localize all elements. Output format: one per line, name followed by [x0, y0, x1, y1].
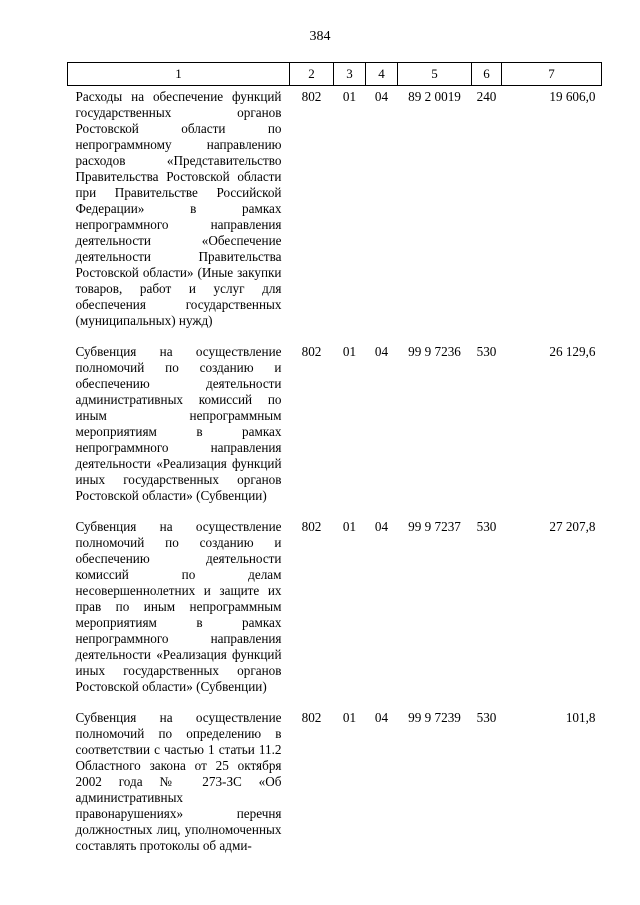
subsection-code: 04	[374, 344, 389, 359]
amount: 27 207,8	[549, 519, 596, 534]
amount: 19 606,0	[549, 89, 596, 104]
section-code: 01	[342, 519, 357, 534]
section-code: 01	[342, 710, 357, 725]
budget-table	[67, 62, 602, 866]
column-number-row	[68, 63, 602, 86]
expense-name: Субвенция на осуществление полномочий по созданию и обеспечению деятельности административных комиссий по иным непрограммным мероприятиям в рамках непрограммного направления деятельности «Реализация функций иных государственных органов Ростовской области» (Субвенции)	[75, 344, 282, 503]
section-code: 01	[342, 344, 357, 359]
subsection-code: 04	[374, 710, 389, 725]
amount: 101,8	[565, 710, 596, 725]
expense-type-code: 240	[476, 89, 497, 104]
expense-name: Расходы на обеспечение функций государственных органов Ростовской области по непрограммному направлению расходов «Представительство Правительства Ростовской области при Правительстве Российской Федерации» в рамках непрограммного направления деятельности «Обеспечение деятельности Правительства Ростовской области» (Иные закупки товаров, работ и услуг для обеспечения государственных (муниципальных) нужд)	[75, 89, 282, 328]
page-number: 384	[309, 29, 331, 44]
ministry-code: 802	[301, 344, 322, 359]
target-article-code: 99 9 7236	[408, 344, 461, 359]
ministry-code: 802	[301, 519, 322, 534]
amount: 26 129,6	[549, 344, 596, 359]
column-header-6: 6	[472, 63, 502, 86]
expense-name: Субвенция на осуществление полномочий по созданию и обеспечению деятельности комиссий по делам несовершеннолетних и защите их прав по иным непрограммным мероприятиям в рамках непрограммного направления деятельности «Реализация функций иных государственных органов Ростовской области» (Субвенции)	[75, 519, 282, 694]
column-header-3: 3	[334, 63, 366, 86]
table-row	[68, 707, 602, 866]
subsection-code: 04	[374, 519, 389, 534]
target-article-code: 99 9 7237	[408, 519, 461, 534]
expense-type-code: 530	[476, 344, 497, 359]
target-article-code: 99 9 7239	[408, 710, 461, 725]
column-header-7: 7	[502, 63, 602, 86]
table-row	[68, 341, 602, 516]
column-header-4: 4	[366, 63, 398, 86]
expense-name: Субвенция на осуществление полномочий по определению в соответствии с частью 1 статьи 11.2 Областного закона от 25 октября 2002 года № 273-ЗС «Об административных правонарушениях» перечня должностных лиц, уполномоченных составлять протоколы об адми-	[75, 710, 282, 853]
subsection-code: 04	[374, 89, 389, 104]
column-header-5: 5	[398, 63, 472, 86]
target-article-code: 89 2 0019	[408, 89, 461, 104]
table-row	[68, 516, 602, 707]
expense-type-code: 530	[476, 519, 497, 534]
table-row	[68, 86, 602, 342]
column-header-1: 1	[68, 63, 290, 86]
ministry-code: 802	[301, 89, 322, 104]
ministry-code: 802	[301, 710, 322, 725]
column-header-2: 2	[290, 63, 334, 86]
expense-type-code: 530	[476, 710, 497, 725]
section-code: 01	[342, 89, 357, 104]
